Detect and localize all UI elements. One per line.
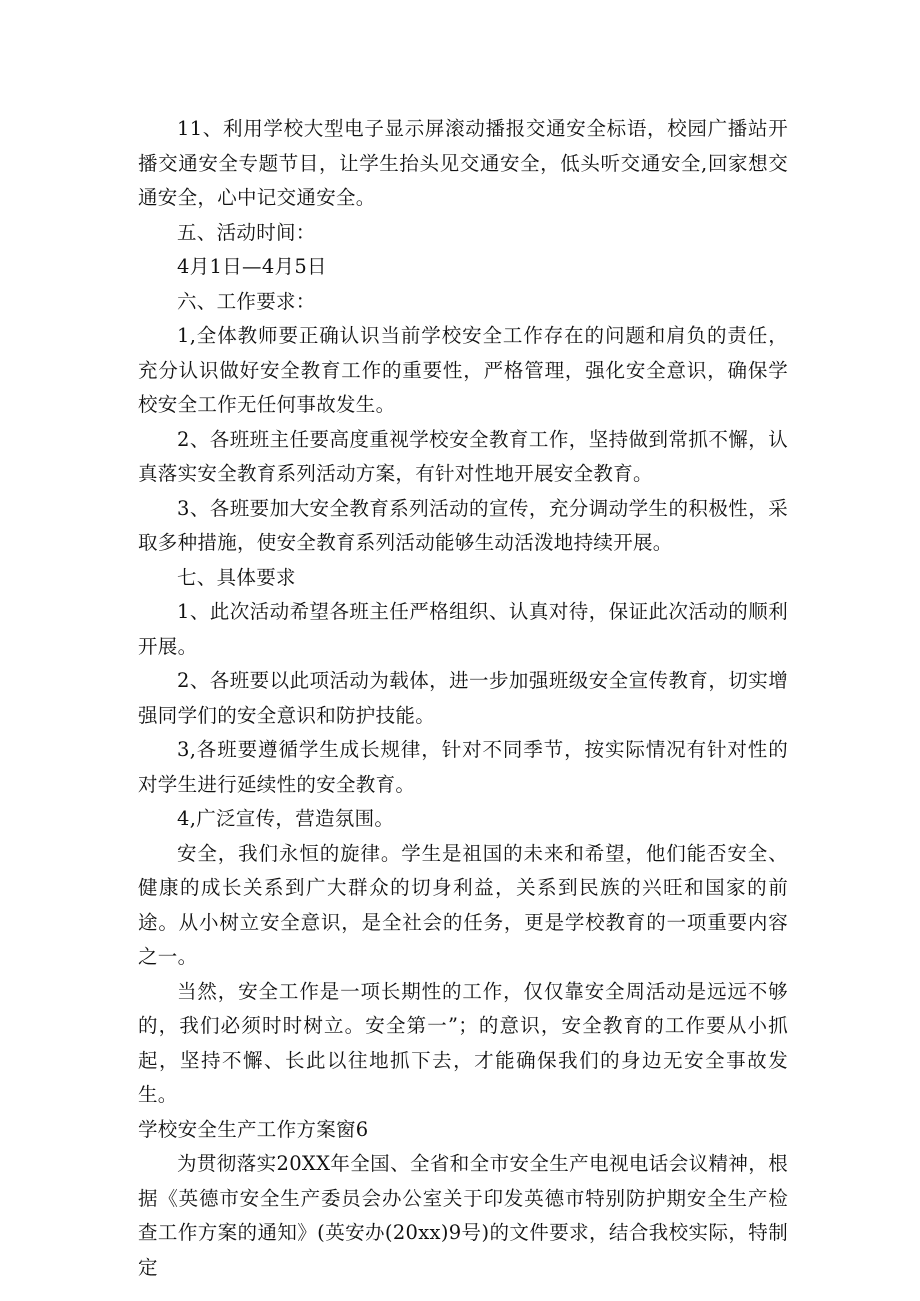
heading-activity-time: 五、活动时间： bbox=[177, 220, 316, 244]
heading-work-requirements: 六、工作要求： bbox=[177, 289, 316, 313]
paragraph-safety-theme: 安全，我们永恒的旋律。学生是祖国的未来和希望，他们能否安全、健康的成长关系到广大群众的切身利益，关系到民族的兴旺和国家的前途。从小树立安全意识，是全社会的任务，更是学校教育的一项重要内容之一。 bbox=[138, 841, 788, 968]
paragraph-specific-3: 3,各班要遵循学生成长规律，针对不同季节，按实际情况有针对性的对学生进行延续性的安全教育。 bbox=[138, 738, 788, 796]
paragraph-requirement-2: 2、各班班主任要高度重视学校安全教育工作，坚持做到常抓不懈，认真落实安全教育系列活动方案，有针对性地开展安全教育。 bbox=[138, 427, 788, 485]
heading-specific-requirements: 七、具体要求 bbox=[177, 565, 296, 589]
section-title: 学校安全生产工作方案窗6 bbox=[138, 1117, 369, 1141]
paragraph-specific-2: 2、各班要以此项活动为载体，进一步加强班级安全宣传教育，切实增强同学们的安全意识和防护技能。 bbox=[138, 669, 788, 727]
paragraph-long-term-work: 当然，安全工作是一项长期性的工作，仅仅靠安全周活动是远远不够的，我们必须时时树立。安全第一”；的意识，安全教育的工作要从小抓起，坚持不懈、长此以往地抓下去，才能确保我们的身边无安全事故发生。 bbox=[138, 979, 788, 1106]
paragraph-requirement-3: 3、各班要加大安全教育系列活动的宣传，充分调动学生的积极性，采取多种措施，使安全教育系列活动能够生动活泼地持续开展。 bbox=[138, 496, 788, 554]
paragraph-specific-4: 4,广泛宣传，营造氛围。 bbox=[177, 807, 395, 830]
paragraph-specific-1: 1、此次活动希望各班主任严格组织、认真对待，保证此次活动的顺利开展。 bbox=[138, 600, 788, 658]
paragraph-date-range: 4月1日—4月5日 bbox=[177, 255, 327, 278]
paragraph-requirement-1: 1,全体教师要正确认识当前学校安全工作存在的问题和肩负的责任，充分认识做好安全教育工作的重要性，严格管理，强化安全意识，确保学校安全工作无任何事故发生。 bbox=[138, 324, 788, 416]
paragraph-implementation: 为贯彻落实20XX年全国、全省和全市安全生产电视电话会议精神，根据《英德市安全生产委员会办公室关于印发英德市特别防护期安全生产检查工作方案的通知》(英安办(20xx)9号)的文件要求，结合我校实际，特制定 bbox=[138, 1152, 788, 1279]
document-body bbox=[138, 112, 788, 1285]
paragraph-traffic-safety: 11、利用学校大型电子显示屏滚动播报交通安全标语，校园广播站开播交通安全专题节目，让学生抬头见交通安全，低头听交通安全,回家想交通安全，心中记交通安全。 bbox=[138, 117, 788, 209]
